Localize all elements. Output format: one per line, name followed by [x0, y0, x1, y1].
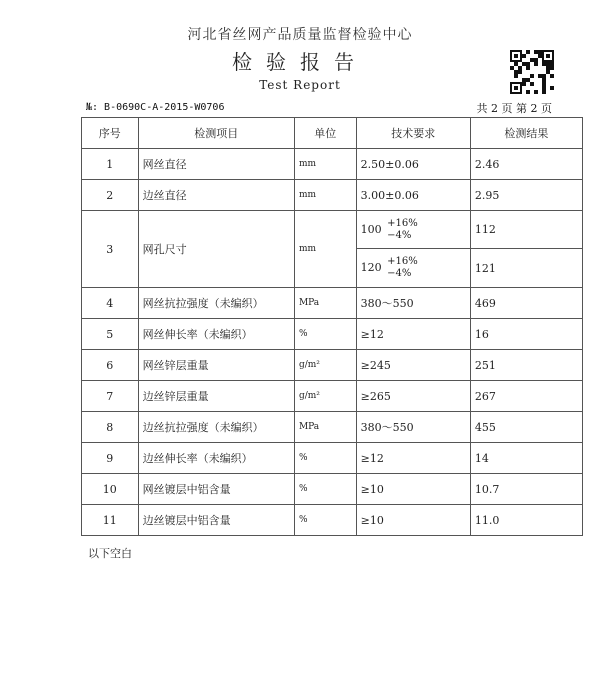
- requirement: ≥245: [356, 350, 470, 381]
- test-item: 网丝抗拉强度（未编织）: [138, 288, 294, 319]
- table-row: [82, 412, 583, 443]
- test-item: 边丝伸长率（未编织）: [138, 443, 294, 474]
- row-number: 11: [82, 505, 139, 536]
- result: 11.0: [470, 505, 582, 536]
- result: 455: [470, 412, 582, 443]
- unit: %: [294, 319, 356, 350]
- requirement-base: 120: [360, 261, 382, 274]
- tolerance-plus: +16%: [387, 256, 418, 267]
- row-number: 4: [82, 288, 139, 319]
- result: 2.46: [470, 149, 582, 180]
- test-item: 网孔尺寸: [138, 211, 294, 288]
- table-row: [82, 319, 583, 350]
- qr-code-graphic: [510, 50, 554, 94]
- result: 251: [470, 350, 582, 381]
- test-item: 网丝直径: [138, 149, 294, 180]
- unit: mm: [294, 180, 356, 211]
- requirement: ≥265: [356, 381, 470, 412]
- unit: g/m²: [294, 350, 356, 381]
- column-header-result: 检测结果: [470, 118, 582, 149]
- row-number: 10: [82, 474, 139, 505]
- tolerance: [387, 218, 418, 242]
- row-number: 5: [82, 319, 139, 350]
- test-item: 边丝抗拉强度（未编织）: [138, 412, 294, 443]
- result: 121: [470, 249, 582, 288]
- column-header-item: 检测项目: [138, 118, 294, 149]
- organization-name: 河北省丝网产品质量监督检验中心: [187, 27, 413, 43]
- tolerance-minus: −4%: [387, 229, 412, 241]
- table-row: [82, 381, 583, 412]
- unit: MPa: [294, 288, 356, 319]
- requirement: 380～550: [356, 412, 470, 443]
- tolerance: [387, 256, 418, 280]
- report-title-en: Test Report: [259, 78, 341, 92]
- test-item: 边丝镀层中铝含量: [138, 505, 294, 536]
- test-results-table: [81, 117, 583, 536]
- requirement: ≥12: [356, 319, 470, 350]
- column-header-unit: 单位: [294, 118, 356, 149]
- result: 112: [470, 211, 582, 249]
- table-row: [82, 211, 583, 249]
- column-header-requirement: 技术要求: [356, 118, 470, 149]
- table-row: [82, 474, 583, 505]
- unit: mm: [294, 211, 356, 288]
- requirement: ≥10: [356, 505, 470, 536]
- page-count: 共 2 页 第 2 页: [476, 102, 552, 115]
- table-row: [82, 505, 583, 536]
- test-item: 网丝伸长率（未编织）: [138, 319, 294, 350]
- result: 14: [470, 443, 582, 474]
- result: 267: [470, 381, 582, 412]
- report-number: №: B-0690C-A-2015-W0706: [86, 102, 225, 113]
- requirement: [356, 249, 470, 288]
- row-number: 3: [82, 211, 139, 288]
- table-row: [82, 350, 583, 381]
- requirement: 2.50±0.06: [356, 149, 470, 180]
- result: 2.95: [470, 180, 582, 211]
- table-row: [82, 149, 583, 180]
- row-number: 2: [82, 180, 139, 211]
- test-item: 网丝锌层重量: [138, 350, 294, 381]
- tolerance-minus: −4%: [387, 268, 412, 279]
- qr-code-icon: [510, 50, 554, 94]
- tolerance-plus: +16%: [387, 217, 418, 229]
- requirement: ≥12: [356, 443, 470, 474]
- requirement: 3.00±0.06: [356, 180, 470, 211]
- end-of-content-note: 以下空白: [88, 547, 132, 560]
- requirement: 380～550: [356, 288, 470, 319]
- table-header-row: [82, 118, 583, 149]
- test-item: 网丝镀层中铝含量: [138, 474, 294, 505]
- report-title-zh: 检验报告: [232, 50, 368, 74]
- unit: MPa: [294, 412, 356, 443]
- unit: g/m²: [294, 381, 356, 412]
- test-item: 边丝直径: [138, 180, 294, 211]
- test-item: 边丝锌层重量: [138, 381, 294, 412]
- table-row: [82, 443, 583, 474]
- result: 10.7: [470, 474, 582, 505]
- requirement: ≥10: [356, 474, 470, 505]
- requirement-base: 100: [360, 222, 382, 236]
- result: 469: [470, 288, 582, 319]
- column-header-no: 序号: [82, 118, 139, 149]
- table-row: [82, 288, 583, 319]
- unit: %: [294, 474, 356, 505]
- row-number: 8: [82, 412, 139, 443]
- row-number: 9: [82, 443, 139, 474]
- row-number: 7: [82, 381, 139, 412]
- unit: %: [294, 505, 356, 536]
- table-row: [82, 180, 583, 211]
- result: 16: [470, 319, 582, 350]
- unit: %: [294, 443, 356, 474]
- row-number: 6: [82, 350, 139, 381]
- requirement: [356, 211, 470, 249]
- row-number: 1: [82, 149, 139, 180]
- unit: mm: [294, 149, 356, 180]
